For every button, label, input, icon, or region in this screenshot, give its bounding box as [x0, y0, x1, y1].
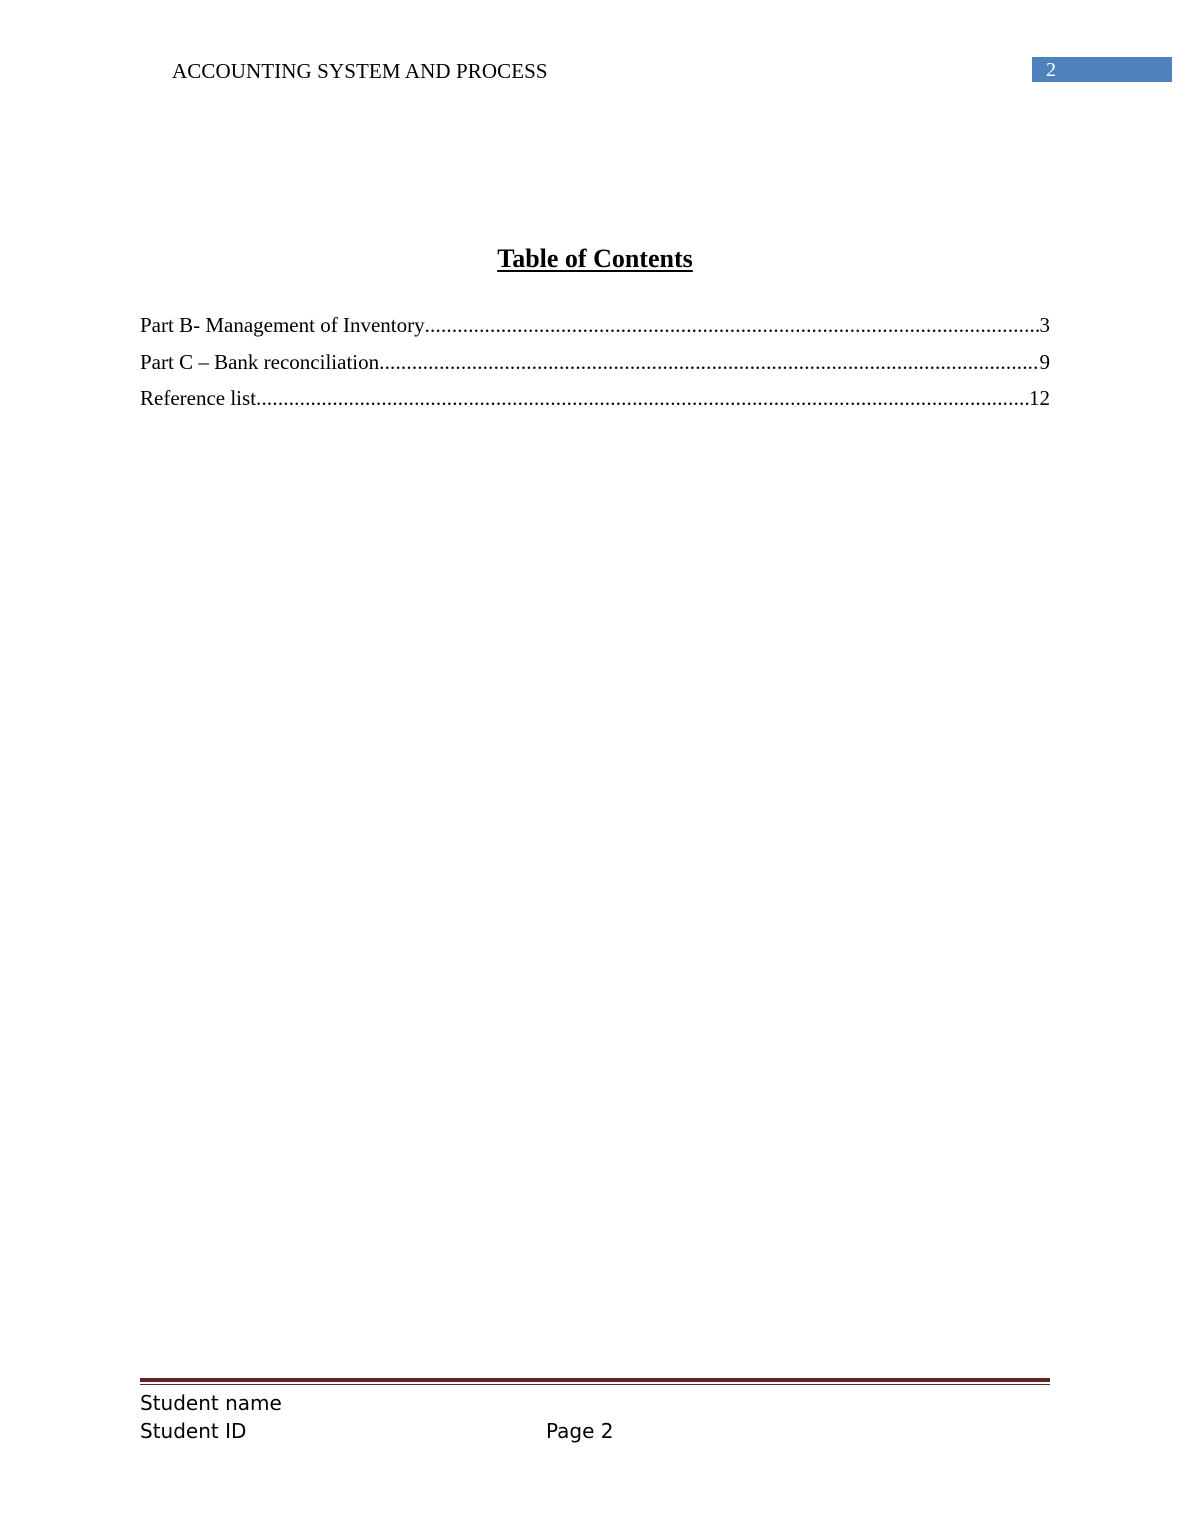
toc-dot-leader: [379, 344, 1039, 381]
footer-divider-thick: [140, 1378, 1050, 1382]
toc-entry-page: 12: [1029, 386, 1050, 410]
toc-entry[interactable]: [140, 380, 1050, 417]
toc-entry-label: Part B- Management of Inventory: [140, 313, 425, 337]
toc-dot-leader: [425, 307, 1040, 344]
toc-entry-label: Part C – Bank reconciliation: [140, 349, 380, 374]
toc-entry[interactable]: [140, 344, 1050, 381]
header-title: ACCOUNTING SYSTEM AND PROCESS: [172, 59, 548, 83]
header-page-number: 2: [1032, 57, 1172, 82]
toc-heading-text: Table of Contents: [497, 244, 693, 273]
toc-entry-page: 3: [1039, 313, 1050, 337]
footer-student-name: Student name: [140, 1391, 282, 1415]
toc-entry[interactable]: [140, 307, 1050, 344]
toc-entry-page: 9: [1039, 349, 1050, 374]
toc-entry-label: Reference list: [140, 386, 257, 410]
footer-student-id: Student ID: [140, 1419, 247, 1443]
footer-page-label: Page 2: [546, 1419, 614, 1443]
toc-dot-leader: [256, 380, 1029, 417]
footer-divider-thin: [140, 1384, 1050, 1385]
toc-heading: [0, 243, 1190, 275]
toc-list: [140, 307, 1050, 417]
